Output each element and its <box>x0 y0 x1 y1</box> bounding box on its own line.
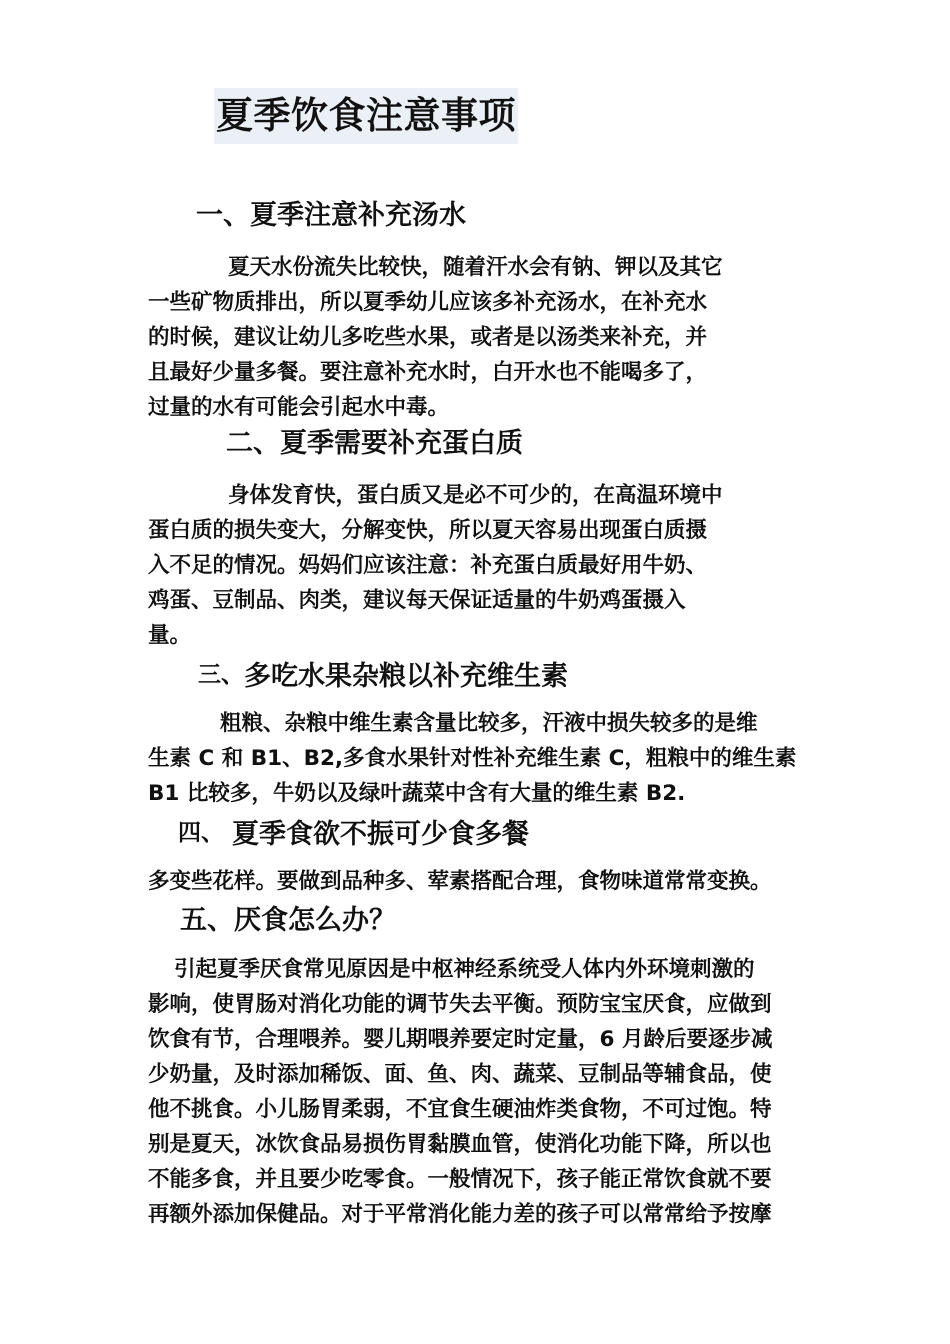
paragraph-line: 的时候，建议让幼儿多吃些水果，或者是以汤类来补充，并 <box>148 325 708 350</box>
paragraph-line: 过量的水有可能会引起水中毒。 <box>148 395 450 420</box>
section-body-5 <box>148 952 808 1232</box>
paragraph-line: 夏天水份流失比较快，随着汗水会有钠、钾以及其它 <box>228 255 723 280</box>
paragraph-line: 再额外添加保健品。对于平常消化能力差的孩子可以常常给予按摩 <box>148 1202 772 1227</box>
section-heading-2: 二、夏季需要补充蛋白质 <box>226 428 523 459</box>
section-body-2 <box>148 478 808 653</box>
section-body-1 <box>148 250 808 425</box>
paragraph-line: 粗粮、杂粮中维生素含量比较多，汗液中损失较多的是维 <box>220 711 758 736</box>
paragraph-line: 多变些花样。要做到品种多、荤素搭配合理，食物味道常常变换。 <box>148 869 772 894</box>
section-heading-1: 一、夏季注意补充汤水 <box>196 200 466 231</box>
section-body-3 <box>148 706 808 811</box>
page-title: 夏季饮食注意事项 <box>214 88 518 144</box>
section-heading-3 <box>198 657 568 695</box>
paragraph-line: 身体发育快，蛋白质又是必不可少的，在高温环境中 <box>228 483 723 508</box>
section-heading-5: 五、厌食怎么办？ <box>180 905 396 936</box>
section-heading-text: 夏季食欲不振可少食多餐 <box>232 819 529 850</box>
paragraph-line: 蛋白质的损失变大，分解变快，所以夏天容易出现蛋白质摄 <box>148 518 708 543</box>
paragraph-line: 生素 C 和 B1、B2,多食水果针对性补充维生素 C，粗粮中的维生素 <box>148 746 797 771</box>
section-heading-number: 四、 <box>178 820 224 846</box>
paragraph-line: 且最好少量多餐。要注意补充水时，白开水也不能喝多了， <box>148 360 708 385</box>
paragraph-line: 不能多食，并且要少吃零食。一般情况下，孩子能正常饮食就不要 <box>148 1167 772 1192</box>
paragraph-line: 别是夏天，冰饮食品易损伤胃黏膜血管，使消化功能下降，所以也 <box>148 1132 772 1157</box>
paragraph-line: B1 比较多，牛奶以及绿叶蔬菜中含有大量的维生素 B2. <box>148 781 686 806</box>
paragraph-line: 他不挑食。小儿肠胃柔弱，不宜食生硬油炸类食物，不可过饱。特 <box>148 1097 772 1122</box>
section-heading-number: 三、 <box>198 662 244 688</box>
paragraph-line: 饮食有节，合理喂养。婴儿期喂养要定时定量，6 月龄后要逐步减 <box>148 1027 773 1052</box>
paragraph-line: 影响，使胃肠对消化功能的调节失去平衡。预防宝宝厌食，应做到 <box>148 992 772 1017</box>
section-body-4 <box>148 864 808 899</box>
section-heading-4 <box>178 815 529 853</box>
paragraph-line: 一些矿物质排出，所以夏季幼儿应该多补充汤水，在补充水 <box>148 290 708 315</box>
paragraph-line: 少奶量，及时添加稀饭、面、鱼、肉、蔬菜、豆制品等辅食品，使 <box>148 1062 772 1087</box>
section-heading-text: 多吃水果杂粮以补充维生素 <box>244 661 568 692</box>
paragraph-line: 量。 <box>148 623 192 648</box>
paragraph-line: 引起夏季厌食常见原因是中枢神经系统受人体内外环境刺激的 <box>174 957 755 982</box>
paragraph-line: 入不足的情况。妈妈们应该注意：补充蛋白质最好用牛奶、 <box>148 553 708 578</box>
paragraph-line: 鸡蛋、豆制品、肉类，建议每天保证适量的牛奶鸡蛋摄入 <box>148 588 686 613</box>
